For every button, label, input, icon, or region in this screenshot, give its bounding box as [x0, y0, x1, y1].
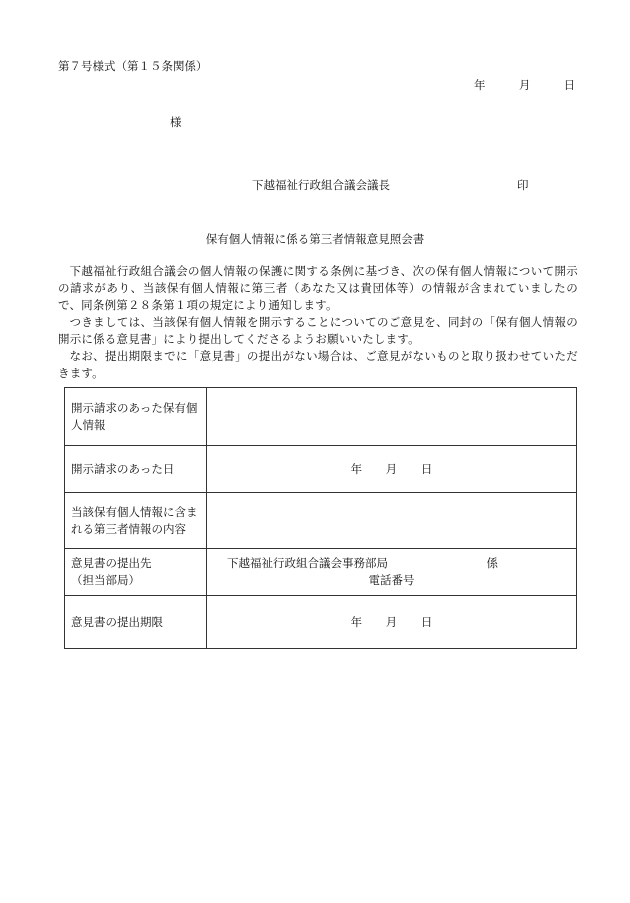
document-title: 保有個人情報に係る第三者情報意見照会書	[205, 232, 425, 246]
info-table	[64, 387, 577, 649]
department-name: 下越福祉行政組合議会事務部局	[227, 556, 388, 570]
seal-mark: 印	[517, 178, 529, 192]
third-party-info-label: 当該保有個人情報に含まれる第三者情報の内容	[65, 493, 207, 549]
table-row	[65, 446, 577, 493]
table-row	[65, 596, 577, 649]
section-label: 係	[486, 556, 498, 570]
table-row	[65, 549, 577, 596]
body-paragraph: なお、提出期限までに「意見書」の提出がない場合は、ご意見がないものと取り扱わせていただきます。	[58, 349, 578, 380]
notice-body	[58, 263, 578, 382]
requested-info-value[interactable]	[207, 388, 577, 446]
date-month-label: 月	[518, 78, 531, 92]
form-number: 第７号様式（第１５条関係）	[58, 59, 208, 73]
date-year-label: 年	[474, 78, 486, 92]
deadline-day: 日	[420, 614, 433, 629]
request-date-year: 年	[350, 461, 363, 476]
request-date-day: 日	[420, 461, 433, 476]
submission-deadline-value[interactable]	[207, 596, 577, 649]
table-row	[65, 493, 577, 549]
requested-info-label: 開示請求のあった保有個人情報	[65, 388, 207, 446]
submission-destination-value[interactable]	[207, 549, 577, 596]
request-date-month: 月	[385, 461, 398, 476]
body-paragraph: 下越福祉行政組合議会の個人情報の保護に関する条例に基づき、次の保有個人情報について開示の請求があり、当該保有個人情報に第三者（あなた又は貴団体等）の情報が含まれていましたので、同条例第２８条第１項の規定により通知します。	[58, 264, 578, 312]
deadline-month: 月	[385, 614, 398, 629]
third-party-info-value[interactable]	[207, 493, 577, 549]
phone-label: 電話番号	[368, 573, 415, 587]
submission-destination-line2: （担当部局）	[71, 573, 140, 587]
submission-destination-label	[65, 549, 207, 596]
submission-deadline-label: 意見書の提出期限	[65, 596, 207, 649]
date-day-label: 日	[563, 78, 576, 92]
issue-date	[474, 77, 575, 93]
submission-destination-line1: 意見書の提出先	[71, 556, 152, 570]
table-row	[65, 388, 577, 446]
sender-name: 下越福祉行政組合議会議長	[252, 178, 390, 192]
request-date-label: 開示請求のあった日	[65, 446, 207, 493]
deadline-year: 年	[350, 614, 363, 629]
request-date-value[interactable]	[207, 446, 577, 493]
body-paragraph: つきましては、当該保有個人情報を開示することについてのご意見を、同封の「保有個人情報の開示に係る意見書」により提出してくださるようお願いいたします。	[58, 315, 578, 346]
addressee-suffix: 様	[170, 115, 182, 129]
